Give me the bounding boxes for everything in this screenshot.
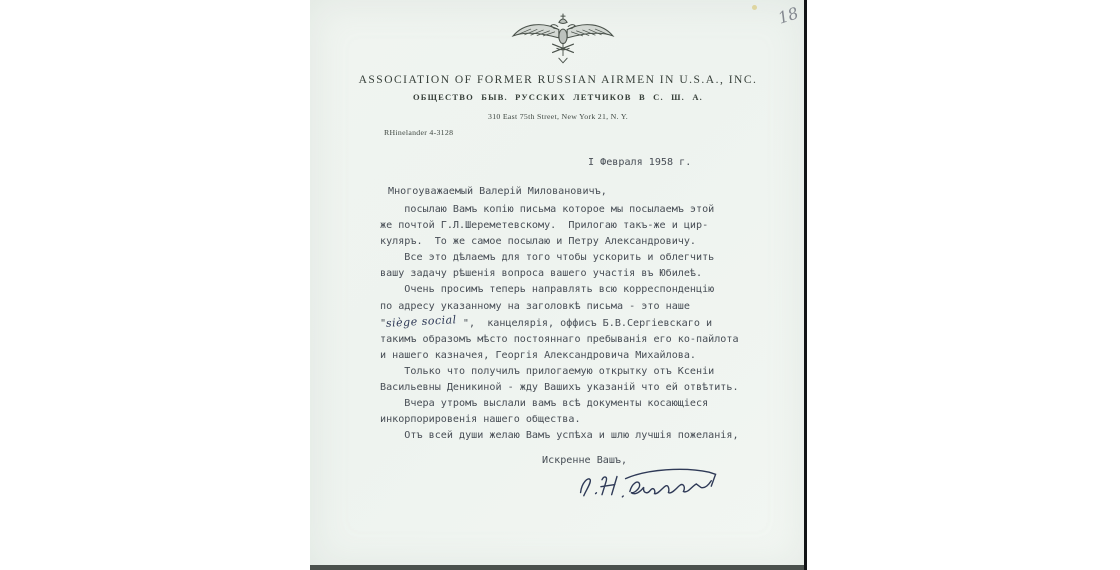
- body-line: же почтой Г.Л.Шереметевскому. Прилогаю такъ-же и цир-: [380, 220, 709, 232]
- body-line: Очень просимъ теперь направлять всю корреспонденцію: [380, 284, 715, 296]
- body-line: вашу задачу рѣшенія вопроса вашего участія въ Юбилеѣ.: [380, 268, 703, 280]
- scan-edge-line: [804, 0, 807, 570]
- body-line: инкорпорировенія нашего общества.: [380, 414, 581, 426]
- body-line: Только что получилъ прилогаемую открытку отъ Ксеніи: [380, 365, 715, 377]
- org-address: 310 East 75th Street, New York 21, N. Y.: [488, 112, 628, 121]
- letter-page: [310, 0, 806, 570]
- handwritten-page-number: 18: [775, 3, 801, 28]
- letter-salutation: Многоуважаемый Валерій Миловановичъ,: [388, 186, 607, 197]
- typed-line-continuation: ", канцелярія, оффисъ Б.В.Сергіевскаго и: [456, 317, 713, 329]
- letter-date: I Февраля 1958 г.: [588, 157, 692, 168]
- org-phone: RHinelander 4-3128: [384, 128, 454, 137]
- imperial-eagle-emblem-icon: [508, 13, 618, 67]
- letter-body: [380, 202, 780, 444]
- scan-bottom-shadow: [310, 565, 804, 570]
- body-line: и нашего казначея, Георгія Александровича Михайлова.: [380, 349, 697, 361]
- letter-closing: Искренне Вашъ,: [542, 455, 628, 466]
- body-line: Отъ всей души желаю Вамъ успѣха и шлю лучшія пожеланія,: [380, 430, 739, 442]
- paper-speck: [752, 5, 757, 10]
- handwritten-signature-icon: [572, 464, 722, 504]
- body-line: Вчера утромъ выслали вамъ всѣ документы косающіеся: [380, 398, 709, 410]
- org-name-english: ASSOCIATION OF FORMER RUSSIAN AIRMEN IN U.S.A., INC.: [358, 74, 758, 86]
- body-line: куляръ. То же самое посылаю и Петру Александровичу.: [380, 236, 697, 248]
- body-line: [380, 312, 780, 332]
- body-line: Васильевны Деникиной - жду Вашихъ указаній что ей отвѣтить.: [380, 382, 739, 394]
- handwritten-ink-insertion: siège social: [385, 312, 458, 330]
- org-name-russian: ОБЩЕСТВО БЫВ. РУССКИХ ЛЕТЧИКОВ В С. Ш. А.: [413, 92, 703, 102]
- body-line: Все это дѣлаемъ для того чтобы ускорить и облегчить: [380, 252, 715, 264]
- body-line: по адресу указанному на заголовкѣ письма - это наше: [380, 300, 690, 312]
- body-line: такимъ образомъ мѣсто постояннаго пребыванія его ко-пайлота: [380, 333, 739, 345]
- body-line: посылаю Вамъ копію письма которое мы посылаемъ этой: [380, 204, 715, 215]
- typed-open-quote: ": [380, 317, 387, 329]
